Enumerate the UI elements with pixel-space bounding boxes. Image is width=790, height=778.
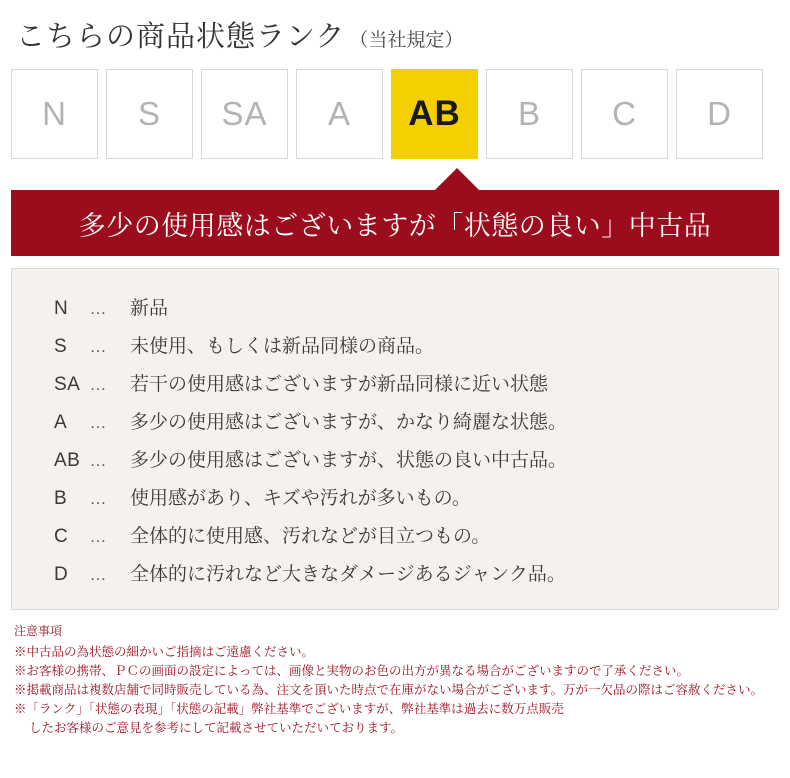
legend-description: 全体的に汚れなど大きなダメージあるジャンク品。 — [130, 564, 566, 585]
rank-box-c[interactable]: C — [581, 69, 668, 159]
legend-description: 全体的に使用感、汚れなどが目立つもの。 — [130, 526, 491, 547]
notes-title: 注意事項 — [14, 624, 63, 638]
legend-row-n — [12, 293, 778, 331]
legend-code: C — [54, 526, 69, 547]
rank-box-n[interactable]: N — [11, 69, 98, 159]
legend-separator: … — [89, 451, 107, 470]
page-title-main: こちらの商品状態ランク — [16, 21, 346, 53]
legend-row-s — [12, 331, 778, 369]
legend-description: 多少の使用感はございますが、状態の良い中古品。 — [130, 450, 568, 471]
notes-section — [14, 622, 779, 738]
legend-row-ab — [12, 445, 778, 483]
rank-legend-panel — [11, 268, 779, 610]
legend-separator: … — [89, 489, 107, 508]
rank-box-ab-selected[interactable]: AB — [391, 69, 478, 159]
legend-separator: … — [89, 299, 107, 318]
legend-row-a — [12, 407, 778, 445]
page-title-sub: （当社規定） — [349, 30, 464, 51]
rank-box-sa[interactable]: SA — [201, 69, 288, 159]
legend-code: N — [54, 298, 69, 319]
rank-scale — [11, 69, 763, 159]
legend-code: A — [54, 412, 68, 433]
rank-box-s[interactable]: S — [106, 69, 193, 159]
rank-box-a[interactable]: A — [296, 69, 383, 159]
legend-description: 多少の使用感はございますが、かなり綺麗な状態。 — [130, 412, 568, 433]
legend-code: AB — [54, 450, 81, 471]
legend-code: B — [54, 488, 68, 509]
page-title — [16, 14, 463, 55]
rank-box-b[interactable]: B — [486, 69, 573, 159]
notes-line: ※お客様の携帯、ＰＣの画面の設定によっては、画像と実物のお色の出方が異なる場合がございますので了承ください。 — [14, 664, 690, 678]
notes-line: ※「ランク」「状態の表現」「状態の記載」弊社基準でございますが、弊社基準は過去に数万点販売 — [14, 702, 564, 716]
legend-description: 未使用、もしくは新品同様の商品。 — [130, 336, 435, 357]
legend-separator: … — [89, 413, 107, 432]
legend-separator: … — [89, 337, 107, 356]
legend-code: D — [54, 564, 69, 585]
notes-line: したお客様のご意見を参考にして記載させていただいております。 — [29, 721, 404, 735]
legend-description: 使用感があり、キズや汚れが多いもの。 — [130, 488, 471, 509]
notes-line: ※中古品の為状態の細かいご指摘はご遠慮ください。 — [14, 645, 315, 659]
legend-code: SA — [54, 374, 81, 395]
legend-row-b — [12, 483, 778, 521]
selected-rank-banner-text: 多少の使用感はございますが「状態の良い」中古品 — [78, 210, 712, 241]
legend-description: 新品 — [130, 298, 169, 319]
banner-pointer-icon — [434, 168, 480, 191]
rank-box-d[interactable]: D — [676, 69, 763, 159]
selected-rank-banner — [11, 190, 779, 256]
legend-description: 若干の使用感はございますが新品同様に近い状態 — [130, 374, 549, 395]
legend-row-d — [12, 559, 778, 597]
legend-code: S — [54, 336, 68, 357]
notes-line: ※掲載商品は複数店舗で同時販売している為、注文を頂いた時点で在庫がない場合がございます。万が一欠品の際はご容赦ください。 — [14, 683, 764, 697]
legend-separator: … — [89, 565, 107, 584]
legend-separator: … — [89, 527, 107, 546]
legend-row-sa — [12, 369, 778, 407]
legend-row-c — [12, 521, 778, 559]
legend-separator: … — [89, 375, 107, 394]
